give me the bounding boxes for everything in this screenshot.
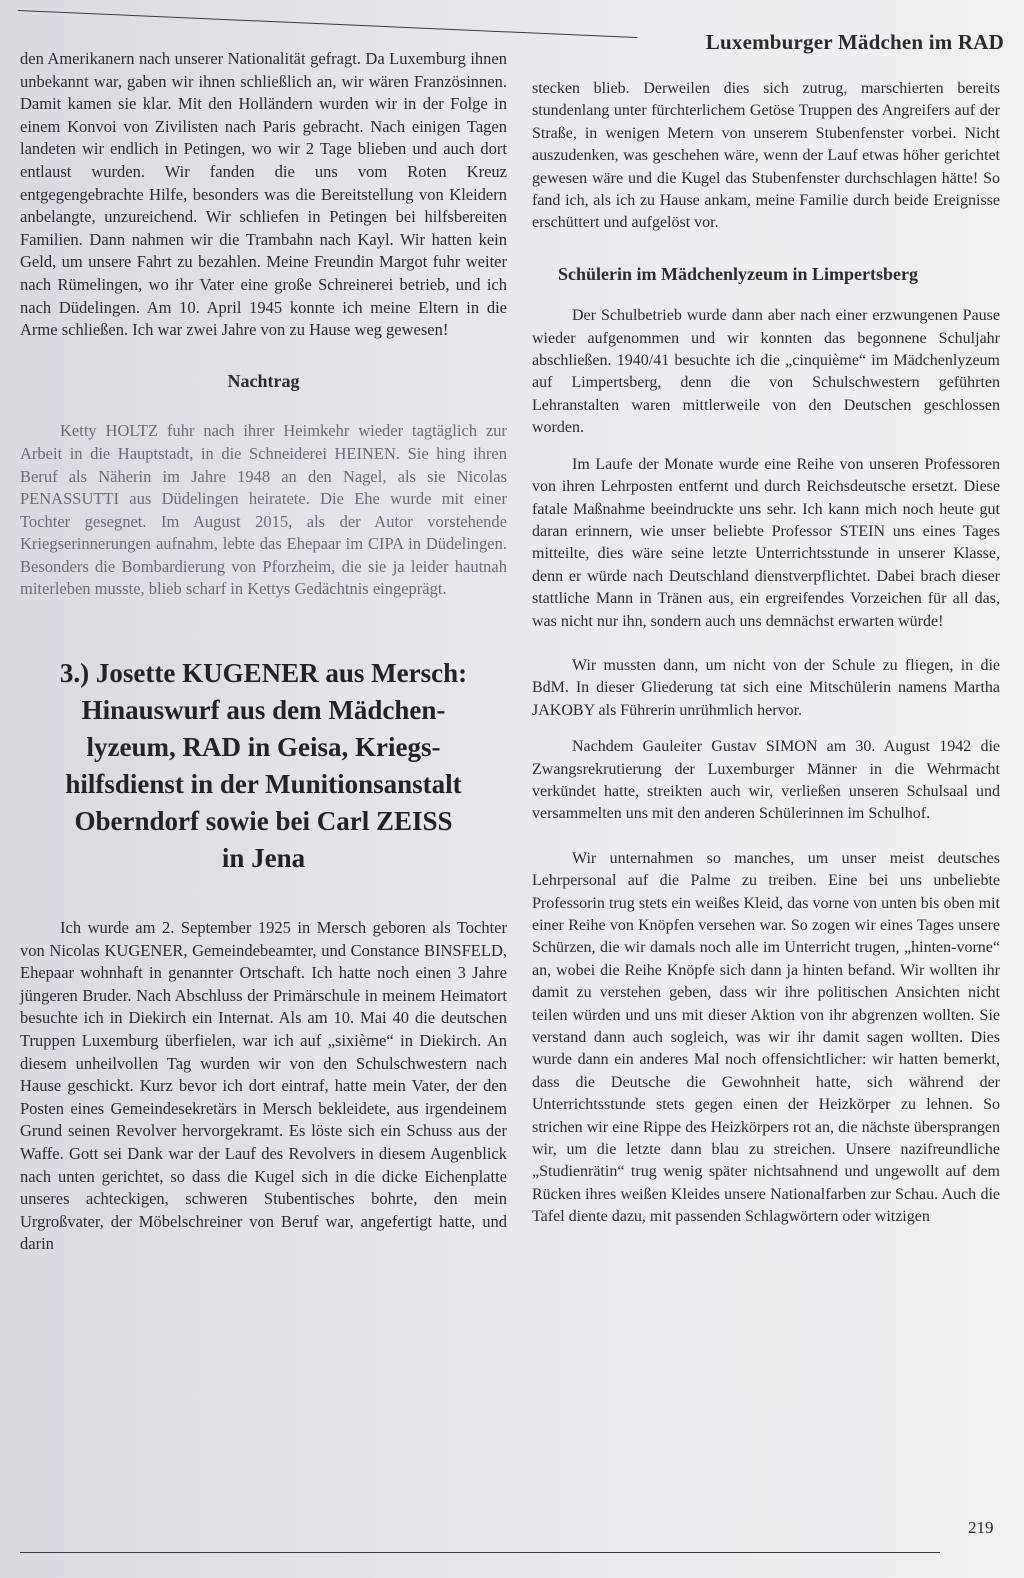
right-paragraph-1: stecken blieb. Derweilen dies sich zutrug, marschierten bereits stundenlang unter fürchterlichem Getöse Truppen des Angreifers auf der Straße, in wenigen Metern von unserem Stubenfenster vorbei. Nicht auszudenken, was geschehen wäre, wenn der Lauf etwas höher gerichtet gewesen wäre und die Kugel das Stubenfenster durchschlagen hätte! So fand ich, als ich zu Hause ankam, meine Familie durch beide Ereignisse erschüttert und aufgelöst vor. bbox=[532, 80, 1000, 232]
chapter-title-line: Oberndorf sowie bei Carl ZEISS bbox=[74, 806, 453, 837]
top-rule bbox=[18, 10, 637, 38]
left-paragraph-1: den Amerikanern nach unserer Nationalität gefragt. Da Luxemburg ihnen unbekannt war, gaben wir ihnen schließlich an, wir wären Französinnen. Damit kamen sie klar. Mit den Holländern wurden wir in der Folge in einem Konvoi von Zivilisten nach Paris gebracht. Nach einigen Tagen landeten wir endlich in Petingen, wo wir 2 Tage blieben und auch dort entlaust wurden. Wir fanden die uns vom Roten Kreuz entgegengebrachte Hilfe, besonders was die Bereitstellung von Kleidern anbelangte, unzureichend. Wir schliefen in Petingen bei hilfsbereiten Familien. Dann nahmen wir die Trambahn nach Kayl. Wir hatten kein Geld, um unsere Fahrt zu bezahlen. Meine Freundin Margot fuhr weiter nach Rümelingen, wo ihr Vater eine große Schreinerei betrieb, und ich nach Düdelingen. Am 10. April 1945 konnte ich meine Eltern in die Arme schließen. Ich war zwei Jahre von zu Hause weg gewesen! bbox=[20, 49, 507, 340]
chapter-title-line: in Jena bbox=[221, 843, 306, 874]
running-head: Luxemburger Mädchen im RAD bbox=[705, 30, 1004, 54]
chapter-title-line: hilfsdienst in der Munitionsanstalt bbox=[65, 769, 462, 800]
chapter-title-line: lyzeum, RAD in Geisa, Kriegs- bbox=[86, 732, 441, 763]
right-paragraph-6: Wir unternahmen so manches, um unser meist deutsches Lehrpersonal auf die Palme zu treiben. Eine bei uns unbeliebte Professorin trug stets ein weißes Kleid, das vorne von unten bis oben mit einer Reihe von Knöpfen versehen war. So zogen wir eines Tages unsere Schürzen, die wir damals noch alle im Unterricht trugen, „hinten-vorne“ an, wobei die Reihe Knöpfe sich dann ja hinten befand. Wir wollten ihr damit zu verstehen geben, dass wir ihre politischen Ansichten nicht teilen würden und uns mit dieser Aktion von ihr abgrenzen wollten. Sie verstand dann auch sogleich, was wir ihr damit sagen wollten. Dies wurde dann ein anderes Mal noch offensichtlicher: wir hatten bemerkt, dass die Deutsche die Gewohnheit hatte, sich während der Unterrichtsstunde stets gegen einen der Heizkörper zu lehnen. So strichen wir eine Rippe des Heizkörpers rot an, die nächste übersprangen wir, um die letzte dann blau zu streichen. Unsere nazifreundliche „Studienrätin“ trug wenig später nichtsahnend und ungewollt auf dem Rücken ihres weißen Kleides unsere Nationalfarben zur Schau. Auch die Tafel diente dazu, mit passenden Schlagwörtern oder witzigen bbox=[532, 849, 1000, 1226]
nachtrag-heading: Nachtrag bbox=[227, 370, 300, 391]
left-paragraph-3: Ich wurde am 2. September 1925 in Mersch geboren als Tochter von Nicolas KUGENER, Gemeindebeamter, und Constance BINSFELD, Ehepaar wohnhaft in genannter Ortschaft. Ich hatte noch einen 3 Jahre jüngeren Bruder. Nach Abschluss der Primärschule in meinem Heimatort besuchte ich in Diekirch ein Internat. Als am 10. Mai 40 die deutschen Truppen Luxemburg überfielen, war ich auf „sixième“ in Diekirch. An diesem unheilvollen Tag wurden wir von den Schulschwestern nach Hause geschickt. Kurz bevor ich dort eintraf, hatte mein Vater, der den Posten eines Gemeindesekretärs in Mersch bekleidete, aus irgendeinem Grund seinen Revolver hervorgekramt. Es löste sich ein Schuss aus der Waffe. Gott sei Dank war der Lauf des Revolvers in diesem Augenblick nach unten gerichtet, so dass die Kugel sich in die dicke Eichenplatte unseres achteckigen, schweren Stubentisches bohrte, den mein Urgroßvater, der Möbelschreiner von Beruf war, angefertigt hatte, und darin bbox=[20, 918, 507, 1254]
right-column bbox=[532, 78, 1000, 1229]
chapter-title-line: Hinauswurf aus dem Mädchen- bbox=[81, 695, 446, 726]
footer-rule bbox=[20, 1552, 940, 1553]
right-paragraph-4: Wir mussten dann, um nicht von der Schule zu fliegen, in die BdM. In dieser Gliederung tat sich eine Mitschülerin namens Martha JAKOBY als Führerin unrühmlich hervor. bbox=[532, 656, 1000, 719]
left-paragraph-2: Ketty HOLTZ fuhr nach ihrer Heimkehr wieder tagtäglich zur Arbeit in die Hauptstadt, in die Schneiderei HEINEN. Sie hing ihren Beruf als Näherin im Jahre 1948 an den Nagel, als sie Nicolas PENASSUTTI aus Düdelingen heiratete. Die Ehe wurde mit einer Tochter gesegnet. Im August 2015, als der Autor vorstehende Kriegserinnerungen aufnahm, lebte das Ehepaar im CIPA in Düdelingen. Besonders die Bombardierung von Pforzheim, die sie ja leider hautnah miterleben musste, blieb scharf in Kettys Gedächtnis eingeprägt. bbox=[20, 421, 507, 599]
section-heading: Schülerin im Mädchenlyzeum in Limpertsberg bbox=[558, 263, 918, 284]
right-paragraph-5: Nachdem Gauleiter Gustav SIMON am 30. August 1942 die Zwangsrekrutierung der Luxemburger Männer in die Wehrmacht verkündet hatte, streikten auch wir, verließen unseren Schulsaal und versammelten uns mit den anderen Schülerinnen im Schulhof. bbox=[532, 738, 1000, 823]
right-paragraph-3: Im Laufe der Monate wurde eine Reihe von unseren Professoren von ihren Lehrposten entfernt und durch Reichsdeutsche ersetzt. Diese fatale Maßnahme beeindruckte uns sehr. Ich kann mich noch heute gut daran erinnern, wie unser beliebte Professor STEIN uns eines Tages mitteilte, dies wäre seine letzte Unterrichtsstunde in unserer Klasse, denn er würde nach Deutschland dienstverpflichtet. Dabei brach dieser stattliche Mann in Tränen aus, ein ergreifendes Vorzeichen für all das, was nicht nur ihn, sondern auch uns demnächst erwarten würde! bbox=[532, 455, 1000, 630]
chapter-title bbox=[20, 655, 507, 877]
left-column bbox=[20, 48, 507, 1256]
chapter-title-line: 3.) Josette KUGENER aus Mersch: bbox=[59, 658, 468, 689]
page-number: 219 bbox=[968, 1518, 994, 1537]
right-paragraph-2: Der Schulbetrieb wurde dann aber nach einer erzwungenen Pause wieder aufgenommen und wir konnten das begonnene Schuljahr abschließen. 1940/41 besuchte ich die „cinquième“ im Mädchenlyzeum auf Limpertsberg, denn die von Schulschwestern geführten Lehranstalten waren mittlerweile von den Deutschen geschlossen worden. bbox=[532, 307, 1000, 437]
